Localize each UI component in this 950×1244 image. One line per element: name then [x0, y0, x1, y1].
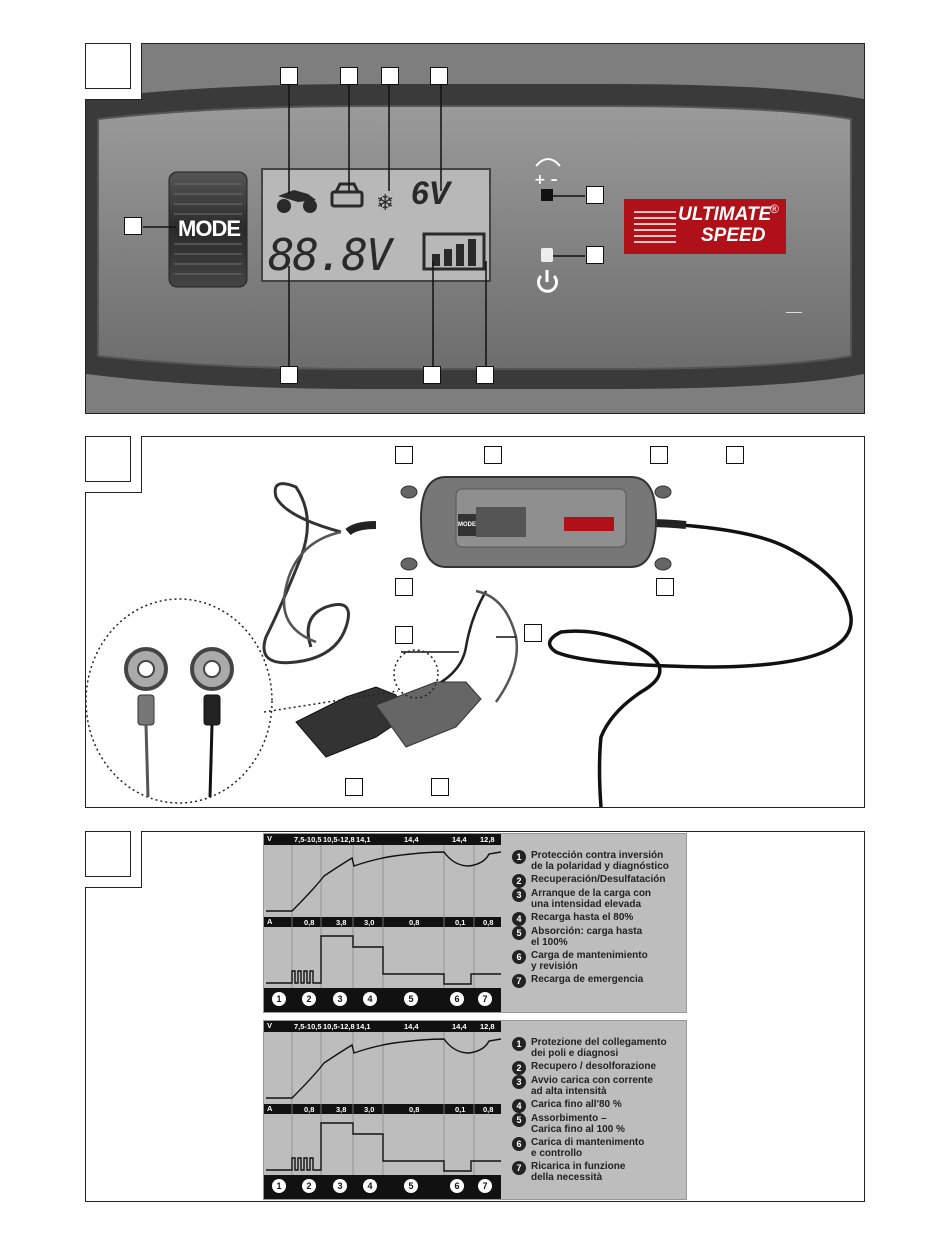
callout-box — [280, 366, 298, 384]
current-stage-value: 3,0 — [364, 1105, 375, 1114]
current-stage-value: 0,8 — [304, 918, 315, 927]
current-stage-value: 0,1 — [455, 918, 466, 927]
legend-text: Recarga de emergencia — [531, 974, 644, 985]
figure-2-number-box — [85, 436, 131, 482]
legend-number-marker: 3 — [512, 888, 526, 902]
legend-number-marker: 7 — [512, 1161, 526, 1175]
voltage-stage-value: 14,1 — [356, 835, 371, 844]
legend-number-marker: 5 — [512, 926, 526, 940]
figure-2-panel — [85, 436, 865, 808]
legend-item — [512, 912, 633, 926]
legend-text: Carica fino all'80 % — [531, 1099, 622, 1110]
stage-number-marker: 3 — [333, 992, 347, 1006]
callout-box — [656, 578, 674, 596]
voltage-stage-value: 10,5-12,8 — [323, 835, 355, 844]
current-stage-value: 3,8 — [336, 1105, 347, 1114]
callout-box — [423, 366, 441, 384]
legend-number-marker: 2 — [512, 874, 526, 888]
charger-with-cables-illustration — [86, 437, 864, 807]
legend-text: Carica di mantenimento e controllo — [531, 1137, 645, 1159]
callout-box — [280, 67, 298, 85]
lcd-voltage-readout: 88.8V — [268, 230, 391, 281]
legend-item — [512, 850, 669, 872]
legend-text: Recarga hasta el 80% — [531, 912, 634, 923]
brand-logo-line1: ULTIMATE — [678, 204, 772, 225]
legend-text: Carga de mantenimiento y revisión — [531, 950, 648, 972]
legend-text: Protezione del collegamento dei poli e diagnosi — [531, 1037, 667, 1059]
stage-number-marker: 6 — [450, 992, 464, 1006]
stage-number-marker: 3 — [333, 1179, 347, 1193]
callout-box — [395, 626, 413, 644]
current-curve — [266, 936, 501, 984]
voltage-stage-value: 14,1 — [356, 1022, 371, 1031]
callout-box — [476, 366, 494, 384]
legend-number-marker: 6 — [512, 1137, 526, 1151]
lcd-6v-indicator: 6V — [411, 175, 451, 211]
legend-item — [512, 974, 643, 988]
legend-text: Protección contra inversión de la polaridad y diagnóstico — [531, 850, 669, 872]
current-stage-value: 0,8 — [483, 918, 494, 927]
legend-item — [512, 1113, 625, 1135]
legend-text: Recupero / desolforazione — [531, 1061, 657, 1072]
legend-item — [512, 888, 651, 910]
legend-number-marker: 6 — [512, 950, 526, 964]
charging-chart-1 — [263, 833, 687, 1013]
voltage-stage-value: 14,4 — [452, 1022, 467, 1031]
legend-number-marker: 3 — [512, 1075, 526, 1089]
callout-box — [586, 246, 604, 264]
stage-number-marker: 5 — [404, 1179, 418, 1193]
legend-item — [512, 1099, 622, 1113]
stage-number-marker: 5 — [404, 992, 418, 1006]
legend-item — [512, 1137, 644, 1159]
legend-number-marker: 1 — [512, 1037, 526, 1051]
current-stage-value: 0,8 — [483, 1105, 494, 1114]
legend-item — [512, 950, 648, 972]
stage-number-marker: 2 — [302, 1179, 316, 1193]
voltage-stage-value: 14,4 — [404, 835, 419, 844]
legend-text: Ricarica in funzione della necessità — [531, 1161, 626, 1183]
stage-number-marker: 4 — [363, 1179, 377, 1193]
legend-item — [512, 1075, 653, 1097]
legend-item — [512, 874, 665, 888]
voltage-axis-label: V — [267, 1021, 273, 1030]
snowflake-icon: ❄ — [376, 191, 395, 216]
legend-number-marker: 7 — [512, 974, 526, 988]
stage-number-marker: 7 — [478, 1179, 492, 1193]
voltage-stage-value: 7,5-10,5 — [294, 1022, 322, 1031]
callout-box — [726, 446, 744, 464]
voltage-axis-label: V — [267, 834, 273, 843]
legend-item — [512, 1061, 656, 1075]
current-curve — [266, 1123, 501, 1171]
legend-text: Absorción: carga hasta el 100% — [531, 926, 643, 948]
charging-curve-plot — [264, 1021, 501, 1199]
stage-number-marker: 1 — [272, 1179, 286, 1193]
charging-chart-2 — [263, 1020, 687, 1200]
legend-text: Avvio carica con corrente ad alta intensità — [531, 1075, 653, 1097]
voltage-curve — [266, 852, 501, 911]
callout-box — [430, 67, 448, 85]
legend-number-marker: 4 — [512, 912, 526, 926]
callout-box — [381, 67, 399, 85]
legend-item — [512, 1037, 667, 1059]
figure-1-number-box — [85, 43, 131, 89]
current-stage-value: 0,8 — [304, 1105, 315, 1114]
voltage-stage-value: 10,5-12,8 — [323, 1022, 355, 1031]
callout-box — [586, 186, 604, 204]
legend-item — [512, 1161, 625, 1183]
stage-number-marker: 1 — [272, 992, 286, 1006]
callout-box — [650, 446, 668, 464]
voltage-stage-value: 7,5-10,5 — [294, 835, 322, 844]
callout-box — [124, 217, 142, 235]
current-stage-value: 0,8 — [409, 1105, 420, 1114]
voltage-stage-value: 14,4 — [404, 1022, 419, 1031]
legend-item — [512, 926, 642, 948]
stage-number-marker: 7 — [478, 992, 492, 1006]
brand-logo-line2: SPEED — [701, 225, 766, 246]
svg-text:+ –: + – — [534, 172, 558, 188]
stage-number-marker: 6 — [450, 1179, 464, 1193]
current-axis-label: A — [267, 917, 273, 926]
legend-text: Assorbimento – Carica fino al 100 % — [531, 1113, 625, 1135]
charging-curve-plot — [264, 834, 501, 1012]
mode-button[interactable]: MODE — [458, 514, 476, 536]
current-stage-value: 3,8 — [336, 918, 347, 927]
callout-box — [524, 624, 542, 642]
stage-number-marker: 2 — [302, 992, 316, 1006]
legend-number-marker: 1 — [512, 850, 526, 864]
callout-box — [395, 446, 413, 464]
callout-box — [431, 778, 449, 796]
mode-button[interactable]: MODE — [178, 216, 240, 241]
figure-3-number-box — [85, 831, 131, 877]
voltage-curve — [266, 1039, 501, 1098]
current-stage-value: 0,1 — [455, 1105, 466, 1114]
legend-number-marker: 2 — [512, 1061, 526, 1075]
current-axis-label: A — [267, 1104, 273, 1113]
current-stage-value: 3,0 — [364, 918, 375, 927]
legend-text: Arranque de la carga con una intensidad elevada — [531, 888, 652, 910]
current-stage-value: 0,8 — [409, 918, 420, 927]
stage-number-marker: 4 — [363, 992, 377, 1006]
callout-box — [395, 578, 413, 596]
callout-box — [484, 446, 502, 464]
voltage-stage-value: 14,4 — [452, 835, 467, 844]
legend-number-marker: 5 — [512, 1113, 526, 1127]
callout-box — [345, 778, 363, 796]
brand-reg-mark: ® — [770, 202, 779, 216]
callout-box — [340, 67, 358, 85]
voltage-stage-value: 12,8 — [480, 835, 495, 844]
figure-1-charger-panel — [85, 43, 865, 414]
voltage-stage-value: 12,8 — [480, 1022, 495, 1031]
legend-text: Recuperación/Desulfatación — [531, 874, 666, 885]
legend-number-marker: 4 — [512, 1099, 526, 1113]
